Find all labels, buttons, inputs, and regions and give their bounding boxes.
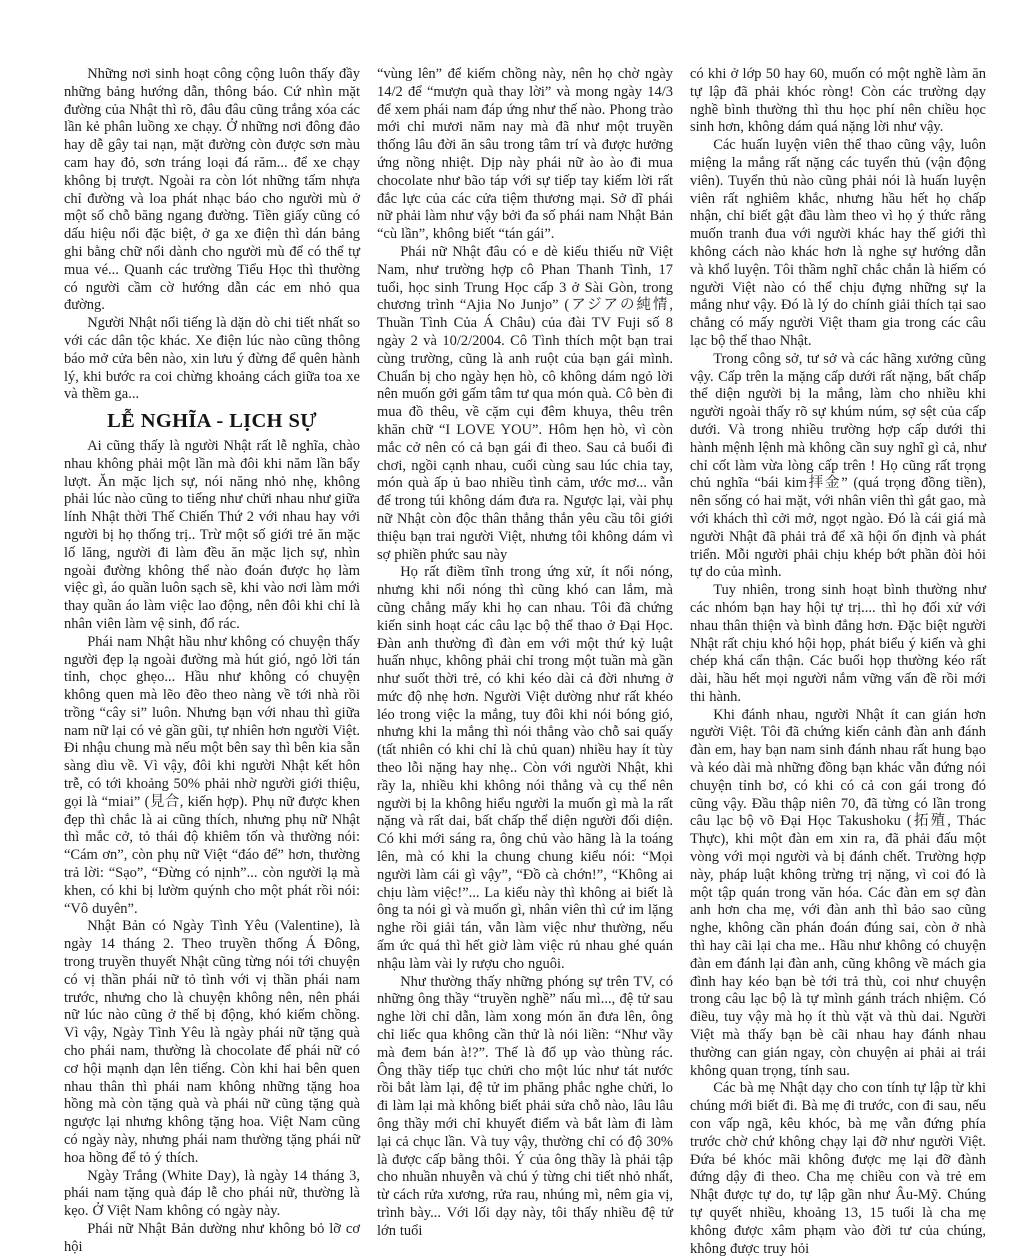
- paragraph: Phái nữ Nhật Bản dường như không bỏ lỡ cơ hội: [64, 1221, 360, 1255]
- text-column-1: [64, 66, 360, 1255]
- paragraph: Ngày Trắng (White Day), là ngày 14 tháng 3, phái nam tặng quà đáp lễ cho phái nữ, thường là kẹo. Ở Việt Nam không có ngày này.: [64, 1167, 360, 1220]
- text-column-2: [377, 66, 673, 1239]
- paragraph: Như thường thấy những phóng sự trên TV, có những ông thầy “truyền nghề” nấu mì..., đệ tử sau nghe lời chỉ dẫn, làm xong món ăn đưa lên, ông chỉ liếc qua không cần thử là nói liền: “Như vầy mà đem bán à!?”. Thế là đổ ụp vào thùng rác. Ông thầy tiếp tục chửi cho một lúc như tát nước rồi bắt làm lại, đệ tử im phăng phắc nghe chửi, lo đi làm lại mà không biết phải sửa chỗ nào, lâu lâu ông thầy mới chỉ khuyết điểm và bắt làm đi làm lại cả chục lần. Và tuy vậy, thường chỉ có độ 30% là được cấp bằng thôi. Ý của ông thầy là phải tập cho nhuần nhuyễn và chú ý từng chi tiết nhỏ nhất, từ cách rửa xương, rửa rau, nhúng mì, nêm gia vị, trình bày... Với lối dạy này, tôi thấy nhiều đệ tử lớn tuổi: [377, 973, 673, 1239]
- paragraph: Phái nữ Nhật đâu có e dè kiểu thiếu nữ Việt Nam, như trường hợp cô Phan Thanh Tình, 17 tuổi, học sinh Trung Học cấp 3 ở Sài Gòn, trong chương trình “Ajia No Junjo” (アジアの純情, Thuần Tình Của Á Châu) của đài TV Fuji số 8 ngày 2 và 10/2/2004. Cô Tình thích một bạn trai cùng trường, cũng là anh ruột của bạn gái mình. Chuẩn bị cho ngày hẹn hò, cô không dám ngỏ lời nên muốn gởi gấm tâm tư qua món quà. Cô bèn đi mua đồ thêu, về cặm cụi đêm khuya, thêu trên khăn chữ “I LOVE YOU”. Hôm hẹn hò, vì còn mắc cở nên có cả bạn gái đi theo. Sau cả buổi đi chơi, ngồi cạnh nhau, cuối cùng sau lúc chia tay, món quà ấp ủ bao nhiều tình cảm, ước mơ... vẫn để trong túi không dám đưa ra. Ngược lại, vài phụ nữ Nhật còn độc thân thẳng thắn yêu cầu tôi giới thiệu bạn trai người Việt, nhưng tôi không dám vì sợ phiền phức sau này: [377, 243, 673, 563]
- paragraph: Ai cũng thấy là người Nhật rất lễ nghĩa, chào nhau không phải một lần mà đôi khi năm lần bẩy lượt. Ăn mặc lịch sự, nói năng nhỏ nhẹ, không phải lúc nào cũng to tiếng như chửi nhau như giữa lính Nhật thời Thế Chiến Thứ 2 với nhau hay với người bị họ thống trị.. Trừ một số giới trẻ ăn mặc lố lăng, người đi làm đều ăn mặc lịch sự, nhìn ngoài đường không thể nào đoán được họ làm việc gì, áo quần luôn sạch sẽ, khi vào nơi làm mới thay quần áo làm việc lao động, nên đôi khi chỉ là nhân viên làm vệ sinh, đổ rác.: [64, 437, 360, 632]
- paragraph: Những nơi sinh hoạt công cộng luôn thấy đầy những bảng hướng dẫn, thông báo. Cứ nhìn mặt đường của Nhật thì rõ, đâu đâu cũng trắng xóa các lần kẻ phân luồng xe chạy. Ở những nơi đông đảo hay dễ gây tai nạn, mặt đường còn được sơn màu cam hay đỏ, sơn tráng loại đá răm... để xe chạy không bị trượt. Ngoài ra còn lót những tấm nhựa chỉ đường và loa phát nhạc báo cho người mù ở một số chỗ băng ngang đường. Tiền giấy cũng có dấu hiệu nổi đặc biệt, ở ga xe điện thì dán bảng ghi bằng chữ nổi dành cho người mù để có thể tự mua vé... Quanh các trường Tiểu Học thì thường có người cầm cờ hướng dẫn các em nhỏ qua đường.: [64, 66, 360, 314]
- paragraph: Trong công sở, tư sở và các hãng xưởng cũng vậy. Cấp trên la mặng cấp dưới rất nặng, bất chấp thể diện người bị la mắng, làm cho nhiều khi người ngoài thấy rõ sự khúm núm, sợ sệt của cấp dưới. Và trong nhiều trường hợp cấp dưới thi hành mệnh lệnh mà không cần suy nghĩ gì cả, như chỉ cốt làm vừa lòng cấp trên ! Họ cũng rất trọng chủ nghĩa “bái kim拝金” (quá trọng đồng tiền), nên sống có hai mặt, với nhân viên thì gắt gao, mà với khách thì cởi mở, ngọt ngào. Đó là cái giá mà người Nhật đã phải trả để xã hội ổn định và phát triển. Mỗi người phải chịu khép bớt phần đòi hỏi tự do của mình.: [690, 350, 986, 581]
- text-column-3: [690, 66, 986, 1257]
- paragraph: Khi đánh nhau, người Nhật ít can gián hơn người Việt. Tôi đã chứng kiến cảnh đàn anh đánh đàn em, hay bạn nam sinh đánh nhau rất hung bạo và kéo dài mà những đồng bạn khác vẫn đứng nói chuyện tỉnh bơ, có khi có cả con gái trong đó cũng vậy. Đầu thập niên 70, đã từng có lần trong câu lạc bộ võ Đại Học Takushoku (拓殖, Thác Thực), khi một đàn em xin ra, đã phải đấu một vòng với mọi người và bị đánh chết. Trường hợp này, pháp luật không trừng trị nặng, vì coi đó là một tập quán trong văn hóa. Các đàn em sợ đàn anh hơn cha mẹ, với đàn anh thì bảo sao cũng nghe, không cần phán đoán đúng sai, còn ở nhà thì hay cãi lại cha me.. Hầu như không có chuyện đàn em đánh lại đàn anh, cũng không về mách gia đình hay kéo bạn bè tới trả thù, coi như chuyện trong câu lạc bộ là tự mình gánh trách nhiệm. Có điều, tuy vậy mà họ ít thù vặt và thù dai. Người Việt mà thấy bạn bè cãi nhau hay đánh nhau thường can gián ngay, còn chuyện ai phải ai trái không quan trọng, tính sau.: [690, 706, 986, 1079]
- paragraph: Nhật Bản có Ngày Tình Yêu (Valentine), là ngày 14 tháng 2. Theo truyền thống Á Đông, trong truyền thuyết Nhật cũng từng nói tới chuyện có vị thần phái nữ tỏ tình với vị thần phái nam trước, nhưng cho là chuyện không nên, nên phái nữ lúc nào cũng ở thế bị động, khó kiếm chồng. Vì vậy, Ngày Tình Yêu là ngày phái nữ tặng quà cho phái nam, thường là chocolate để phái nữ có cơ hội mạnh dạn lên tiếng. Còn khi hai bên quen nhau thân thì phái nam không những tặng hoa hồng mà còn tặng quà và phái nữ cũng tặng quà ngược lại nhưng không tặng hoa. Việt Nam cũng có ngày này, nhưng phái nam thường tặng phái nữ hoa hồng để tỏ ý thích.: [64, 918, 360, 1166]
- paragraph: Các huấn luyện viên thể thao cũng vậy, luôn miệng la mắng rất nặng các tuyển thủ (vận động viên). Tuyển thủ nào cũng phải nói là huấn luyện viên rất nghiêm khắc, nhưng hầu hết họ chấp nhận, chỉ biết gật đầu làm theo vì họ ý thức rằng muốn tranh đua với người khác hay thế giới thì không cách nào khác hơn là nghe sự hướng dẫn và khổ luyện. Tôi thầm nghĩ chắc chắn là hiếm có người Việt nào có thể chịu đựng những sự la mắng như vậy. Đó là lý do chính giải thích tại sao chẳng có mấy người Việt tham gia trong các câu lạc bộ thể thao Nhật.: [690, 137, 986, 349]
- paragraph: Phái nam Nhật hầu như không có chuyện thấy người đẹp lạ ngoài đường mà hút gió, ngỏ lời tán tỉnh, chọc ghẹo... Hầu như không có chuyện không quen mà lẽo đẽo theo nàng về tới nhà rồi trồng “cây si” luôn. Nhưng bạn với nhau thì giữa nam nữ lại có vẻ gần gũi, tự nhiên hơn người Việt. Đi nhậu chung mà nếu một bên say thì bên kia sẵn sàng dìu về. Vì vậy, đôi khi người Nhật kết hôn trễ, có tới khoảng 50% phải nhờ người giới thiệu, gọi là “miai” (見合, kiến hợp). Phụ nữ được khen đẹp thì chắc là ai cũng thích, nhưng phụ nữ Nhật thì mắc cở, tỏ thái độ khiêm tốn và thường nói: “Cám ơn”, còn phụ nữ Việt “đáo để” hơn, thường trả lời: “Sạo”, “Đừng có nịnh”... còn người lạ mà khen, có khi bị lườm quýnh cho một phát rồi nói: “Vô duyên”.: [64, 633, 360, 917]
- section-heading: LỄ NGHĨA - LỊCH SỰ: [107, 410, 317, 433]
- paragraph-continuation: “vùng lên” để kiếm chồng này, nên họ chờ ngày 14/2 để “mượn quà thay lời” và mong ngày 14/3 để xem phái nam đáp ứng như thế nào. Phong trào mới chỉ mươi năm nay mà đã như một truyền thống lâu đời ăn sâu trong tâm trí và được hưởng ứng nồng nhiệt. Dịp này phái nữ ào ào đi mua chocolate như bão táp với sự tiếp tay kiếm lời rất đắc lực của các cửa tiệm thương mại. Sở dĩ phái nữ phải làm như vậy bởi đa số phái nam Nhật Bản “cù lần”, không biết “tán gái”.: [377, 66, 673, 243]
- paragraph: Người Nhật nổi tiếng là dặn dò chi tiết nhất so với các dân tộc khác. Xe điện lúc nào cũng thông báo mở cửa bên nào, xin lưu ý đừng để quên hành lý, khi bước ra coi chừng khoảng cách giữa toa xe và thềm ga...: [64, 315, 360, 403]
- paragraph: Họ rất điềm tĩnh trong ứng xử, ít nổi nóng, nhưng khi nổi nóng thì cũng khó can lắm, mà cũng chẳng mấy khi họ can nhau. Tôi đã chứng kiến sinh hoạt các câu lạc bộ thể thao ở Đại Học. Đàn anh thường đì đàn em với một thứ kỷ luật huấn nhục, không phải chỉ trong một tuần mà gần như suốt thời trẻ, có khi kéo dài cả đời nhưng ở mức độ nhẹ hơn. Người Việt dường như rất khéo léo trong việc la mắng, tuy đôi khi nói bóng gió, nhưng khi la mắng thì nói thẳng vào chỗ sai quấy (tất nhiên có khi chỉ là chủ quan) nhiều hay ít tùy theo lỗi nặng hay nhẹ.. Còn với người Nhật, khi rầy la, nhiều khi không nói thẳng và cụ thể nên người bị la không hiểu người la muốn gì mà la rất nặng và rất dai, bất chấp thể diện người đối diện. Có khi mới sáng ra, ông chủ vào hãng là la toáng lên, mà có khi la chung chung kiểu nói: “Mọi người làm cái gì vậy”, “Đồ cà chớn!”, “Không ai chịu làm việc!”... La kiểu này thì không ai biết là ông ta nói gì và muốn gì, nhân viên thì cứ im lặng nghe rồi giải tán, vẫn làm việc như thường, nếu ấm ức quá thì hết giờ làm việc rủ nhau ghé quán nhậu làm vài ly rượu cho nguôi.: [377, 564, 673, 972]
- paragraph-continuation: có khi ở lớp 50 hay 60, muốn có một nghề làm ăn tự lập đã phải khóc ròng! Còn các trường dạy nghề bình thường thì thu học phí nên chiều học sinh hơn, không dám quá nặng lời như vậy.: [690, 66, 986, 136]
- paragraph: Các bà mẹ Nhật dạy cho con tính tự lập từ khi chúng mới biết đi. Bà mẹ đi trước, con đi sau, nếu con vấp ngã, kêu khóc, bà mẹ vẫn đứng phía trước chờ chứ không chạy lại đỡ như người Việt. Đứa bé khóc mãi không được mẹ lại đỡ đành đứng dậy đi theo. Cha mẹ chiều con và trẻ em Nhật được tự do, tự lập gần như Âu-Mỹ. Chúng tự quyết nhiều, khoảng 13, 15 tuổi là cha mẹ không được xâm phạm vào đời tư của chúng, không được truy hỏi: [690, 1080, 986, 1257]
- paragraph: Tuy nhiên, trong sinh hoạt bình thường như các nhóm bạn hay hội tự trị.... thì họ đối xử với nhau thân thiện và bình đẳng hơn. Đặc biệt người Nhật rất chịu khó hội họp, phát biểu ý kiến và ghi chép khá cẩn thận. Các buổi họp thường kéo rất dài, hầu hết mọi người nắm vững vấn đề rồi mới thi hành.: [690, 582, 986, 705]
